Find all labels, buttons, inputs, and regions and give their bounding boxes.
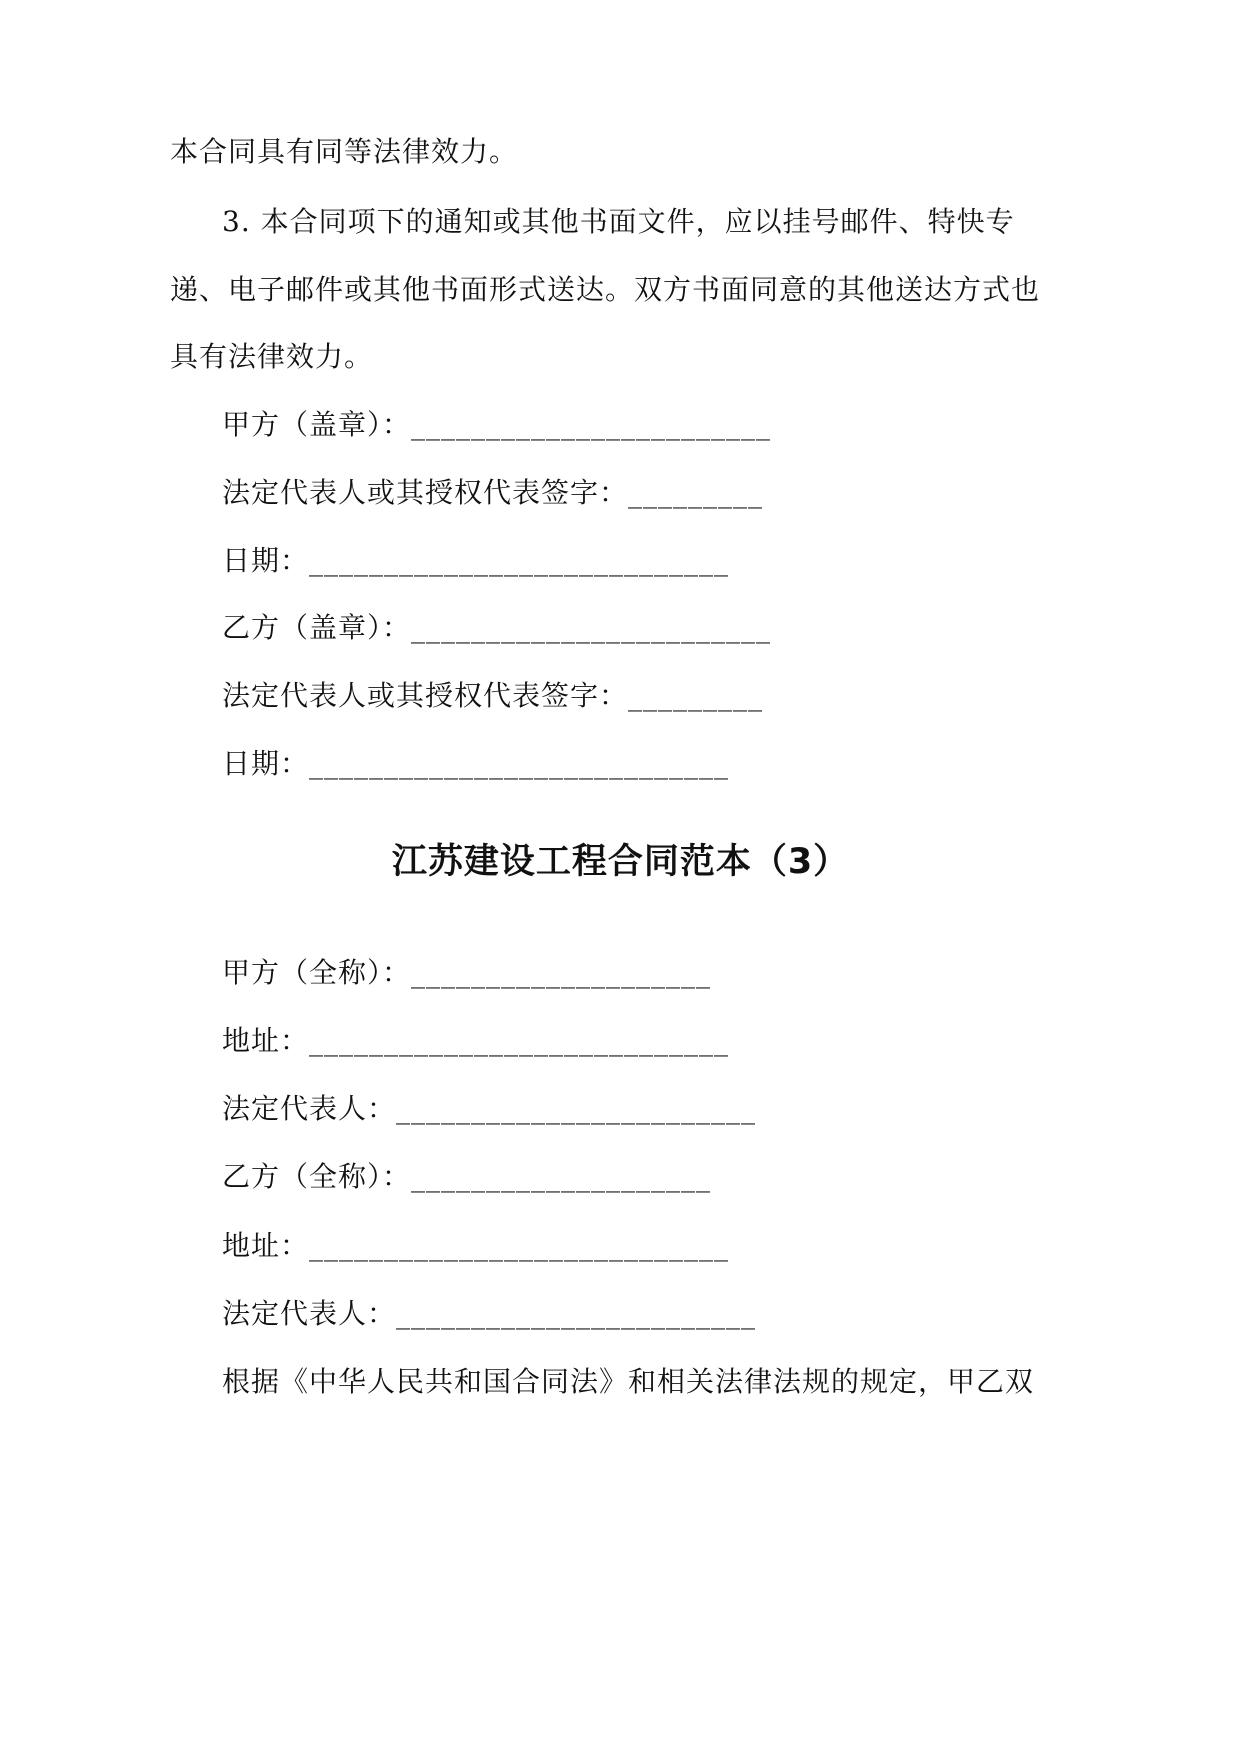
party-b-representative-signature-field: 法定代表人或其授权代表签字：_________ <box>222 679 764 712</box>
party-a-date-field: 日期：____________________________ <box>222 544 730 577</box>
clause-3-line-3: 具有法律效力。 <box>170 340 374 373</box>
party-a-representative-signature-field: 法定代表人或其授权代表签字：_________ <box>222 476 764 509</box>
party-b-fullname-field: 乙方（全称）：____________________ <box>222 1160 712 1193</box>
party-b-legal-representative-field: 法定代表人：________________________ <box>222 1297 757 1330</box>
preamble-text: 根据《中华人民共和国合同法》和相关法律法规的规定，甲乙双 <box>222 1365 1035 1398</box>
body-text-line: 本合同具有同等法律效力。 <box>170 135 519 168</box>
section-title: 江苏建设工程合同范本（3） <box>391 842 850 882</box>
clause-3-line-2: 递、电子邮件或其他书面形式送达。双方书面同意的其他送达方式也 <box>170 273 1041 306</box>
party-b-date-field: 日期：____________________________ <box>222 747 730 780</box>
party-a-fullname-field: 甲方（全称）：____________________ <box>222 956 712 989</box>
party-a-legal-representative-field: 法定代表人：________________________ <box>222 1092 757 1125</box>
clause-3-line-1: 3. 本合同项下的通知或其他书面文件，应以挂号邮件、特快专 <box>222 205 1015 238</box>
party-a-address-field: 地址：____________________________ <box>222 1024 730 1057</box>
party-b-address-field: 地址：____________________________ <box>222 1229 730 1262</box>
party-a-seal-field: 甲方（盖章）：________________________ <box>222 408 772 441</box>
party-b-seal-field: 乙方（盖章）：________________________ <box>222 611 772 644</box>
